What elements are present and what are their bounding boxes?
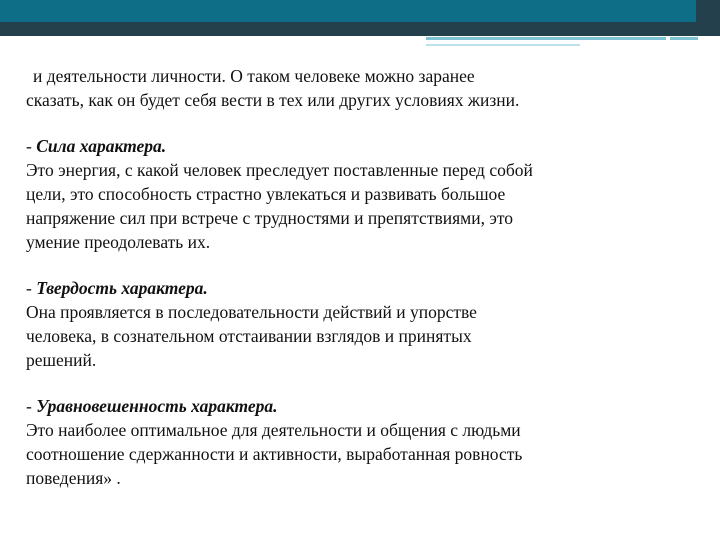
header-corner-block — [696, 0, 720, 36]
section-line: Она проявляется в последовательности действий и упорстве — [26, 302, 477, 322]
heading-text: Уравновешенность характера. — [36, 396, 278, 416]
section-strength — [26, 134, 696, 254]
section-line: человека, в сознательном отстаивании взглядов и принятых — [26, 326, 472, 346]
section-heading — [26, 276, 696, 300]
accent-line-thin — [426, 44, 580, 46]
intro-line-1: и деятельности личности. О таком человеке можно заранее — [33, 66, 475, 86]
heading-dash: - — [26, 278, 37, 298]
heading-text: Твердость характера. — [36, 278, 208, 298]
section-line: Это наиболее оптимальное для деятельности и общения с людьми — [26, 420, 521, 440]
section-line: умение преодолевать их. — [26, 232, 211, 252]
section-line: цели, это способность страстно увлекаться и развивать большое — [26, 184, 506, 204]
section-line: Это энергия, с какой человек преследует поставленные перед собой — [26, 160, 533, 180]
section-balance — [26, 394, 696, 490]
heading-text: Сила характера. — [36, 136, 167, 156]
section-firmness — [26, 276, 696, 372]
header-band — [0, 0, 720, 22]
section-heading — [26, 394, 696, 418]
section-line: напряжение сил при встрече с трудностями и препятствиями, это — [26, 208, 514, 228]
accent-line-short — [670, 37, 698, 40]
section-line: решений. — [26, 350, 97, 370]
heading-dash: - — [26, 396, 37, 416]
heading-dash: - — [26, 136, 37, 156]
section-line: поведения» . — [26, 468, 121, 488]
accent-line — [426, 37, 666, 40]
section-heading — [26, 134, 696, 158]
section-line: соотношение сдержанности и активности, выработанная ровность — [26, 444, 523, 464]
intro-line-2: сказать, как он будет себя вести в тех или других условиях жизни. — [26, 90, 520, 110]
slide-body — [26, 64, 696, 490]
header-dark-band — [0, 22, 720, 36]
intro-paragraph — [26, 64, 696, 112]
